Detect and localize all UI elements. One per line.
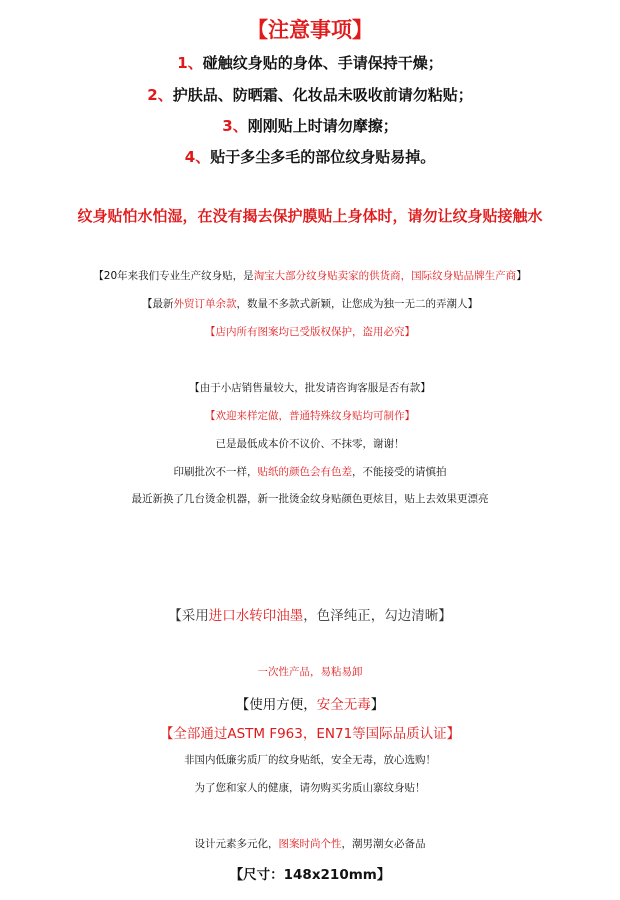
feature-safe-start: 【使用方便， xyxy=(235,697,317,713)
size-label: 【尺寸：148x210mm】 xyxy=(229,867,391,883)
info-line-7 xyxy=(0,464,620,479)
feature-ink xyxy=(0,604,620,624)
feature-health: 为了您和家人的健康，请勿购买劣质山寨纹身贴！ xyxy=(194,782,426,794)
feature-design-start: 设计元素多元化， xyxy=(194,838,279,850)
feature-safe xyxy=(0,693,620,713)
info-line-4: 【由于小店销售量较大，批发请咨询客服是否有款】 xyxy=(189,382,431,394)
feature-ink-end: ，色泽纯正，勾边清晰】 xyxy=(303,608,452,624)
info-line-2 xyxy=(0,296,620,311)
feature-quality: 非国内低廉劣质厂的纹身贴纸，安全无毒，放心选购！ xyxy=(184,754,436,766)
info-line-7-highlight: 贴纸的颜色会有色差 xyxy=(257,466,352,478)
feature-ink-start: 【采用 xyxy=(168,608,209,624)
info-line-3: 【店内所有图案均已受版权保护，盗用必究】 xyxy=(205,326,415,338)
note-4 xyxy=(0,146,620,167)
notice-title: 【注意事项】 xyxy=(247,18,373,42)
info-line-1-end: 】 xyxy=(516,270,527,282)
note-3-number: 3、 xyxy=(222,117,248,135)
info-line-7-end: ，不能接受的请慎拍 xyxy=(352,466,447,478)
water-warning: 纹身贴怕水怕湿，在没有揭去保护膜贴上身体时，请勿让纹身贴接触水 xyxy=(77,207,543,225)
note-1-text: 碰触纹身贴的身体、手请保持干燥； xyxy=(202,54,443,72)
note-4-text: 贴于多尘多毛的部位纹身贴易掉。 xyxy=(210,148,436,166)
note-4-number: 4、 xyxy=(184,148,211,166)
note-1-number: 1、 xyxy=(177,54,203,72)
feature-disposable: 一次性产品，易粘易卸 xyxy=(257,666,363,678)
info-line-1-highlight: 淘宝大部分纹身贴卖家的供货商，国际纹身贴品牌生产商 xyxy=(253,270,517,282)
info-line-1 xyxy=(0,268,620,283)
note-1 xyxy=(0,52,620,73)
feature-safe-highlight: 安全无毒 xyxy=(316,697,371,713)
info-line-6: 已是最低成本价不议价、不抹零，谢谢！ xyxy=(215,438,405,450)
feature-safe-end: 】 xyxy=(370,697,385,713)
note-3 xyxy=(0,115,620,136)
note-2-text: 护肤品、防晒霜、化妆品未吸收前请勿粘贴； xyxy=(172,86,473,104)
feature-design xyxy=(0,836,620,851)
feature-certification: 【全部通过ASTM F963，EN71等国际品质认证】 xyxy=(159,726,461,742)
info-line-2-highlight: 外贸订单余款 xyxy=(173,298,237,310)
info-line-8: 最近新换了几台烫金机器，新一批烫金纹身贴颜色更炫目，贴上去效果更漂亮 xyxy=(131,493,489,505)
info-line-2-end: ，数量不多款式新颖，让您成为独一无二的弄潮人】 xyxy=(236,298,478,310)
info-line-7-start: 印刷批次不一样， xyxy=(173,466,258,478)
note-2 xyxy=(0,84,620,105)
note-2-number: 2、 xyxy=(147,86,173,104)
feature-design-end: ，潮男潮女必备品 xyxy=(341,838,426,850)
info-line-1-start: 【20年来我们专业生产纹身贴，是 xyxy=(93,270,254,282)
note-3-text: 刚刚贴上时请勿摩擦； xyxy=(247,117,398,135)
feature-design-highlight: 图案时尚个性 xyxy=(278,838,342,850)
feature-ink-highlight: 进口水转印油墨 xyxy=(208,608,304,624)
info-line-5: 【欢迎来样定做，普通特殊纹身贴均可制作】 xyxy=(205,410,415,422)
info-line-2-start: 【最新 xyxy=(142,298,174,310)
